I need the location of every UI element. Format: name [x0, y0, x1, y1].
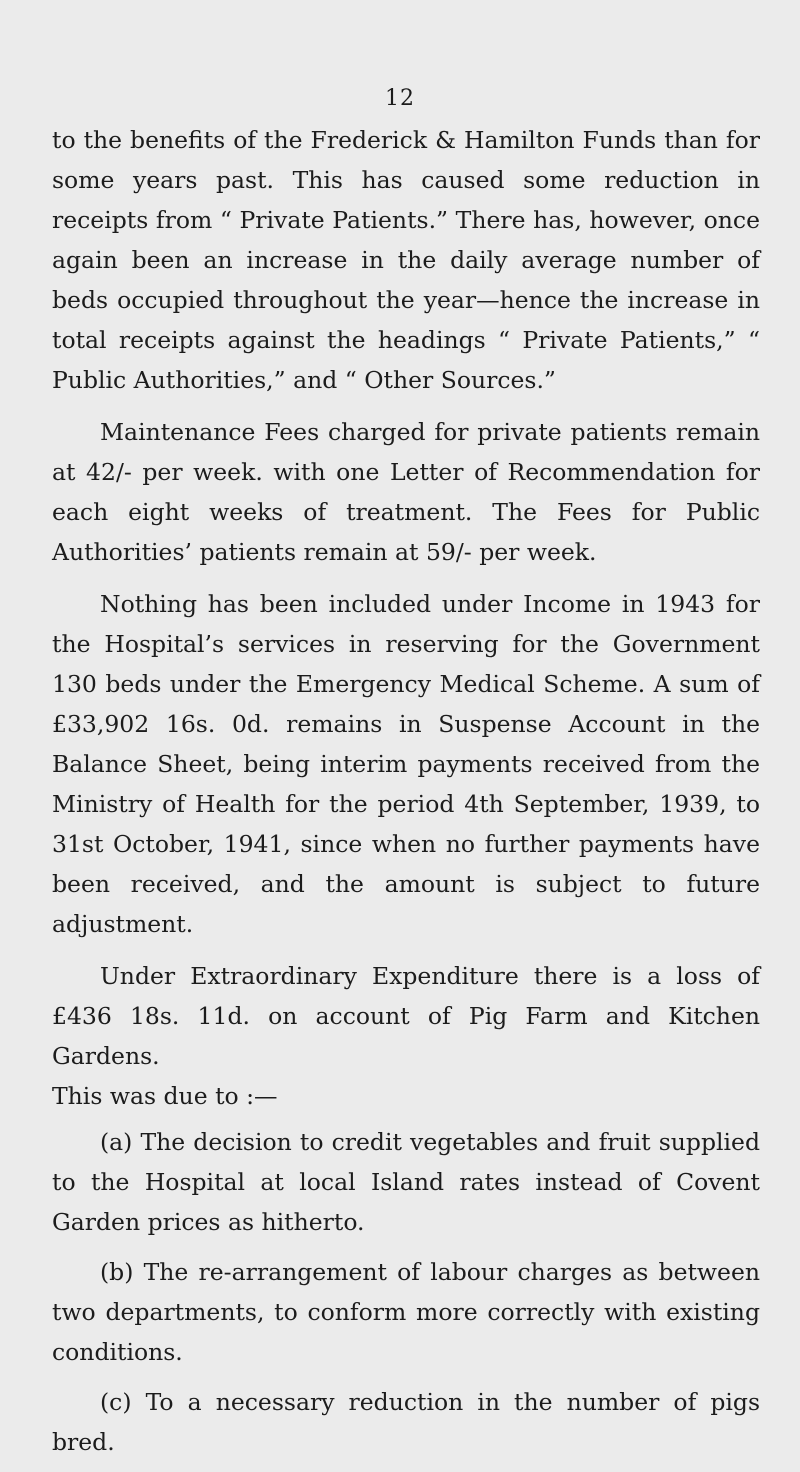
paragraph-maintenance-fees: Maintenance Fees charged for private patients remain at 42/- per week. with one Letter of Recommendation for each eight weeks of treatment. The Fees for Public Authorities’ patients remain at 59/- per week. — [52, 418, 760, 566]
list-item-a: (a) The decision to credit vegetables and fruit supplied to the Hospital at local Island rates instead of Covent Garden prices as hitherto. — [52, 1128, 760, 1236]
paragraph-reasons-intro: This was due to :— — [52, 1082, 278, 1110]
paragraph-extraordinary-expenditure: Under Extraordinary Expenditure there is a loss of £436 18s. 11d. on account of Pig Farm and Kitchen Gardens. — [52, 962, 760, 1070]
paragraph-emergency-scheme: Nothing has been included under Income in 1943 for the Hospital’s services in reserving for the Government 130 beds under the Emergency Medical Scheme. A sum of £33,902 16s. 0d. remains in Suspense Account in the Balance Sheet, being interim payments received from the Ministry of Health for the period 4th September, 1939, to 31st October, 1941, since when no further payments have been received, and the amount is subject to future adjustment. — [52, 590, 760, 938]
list-item-c: (c) To a necessary reduction in the number of pigs bred. — [52, 1388, 760, 1456]
page-number: 12 — [385, 86, 415, 111]
list-item-b: (b) The re-arrangement of labour charges as between two departments, to conform more correctly with existing conditions. — [52, 1258, 760, 1366]
paragraph-continued: to the benefits of the Frederick & Hamilton Funds than for some years past. This has caused some reduction in receipts from “ Private Patients.” There has, however, once again been an increase in the daily average number of beds occupied throughout the year—hence the increase in total receipts against the headings “ Private Patients,” “ Public Authorities,” and “ Other Sources.” — [52, 126, 760, 394]
document-body — [52, 120, 760, 1472]
